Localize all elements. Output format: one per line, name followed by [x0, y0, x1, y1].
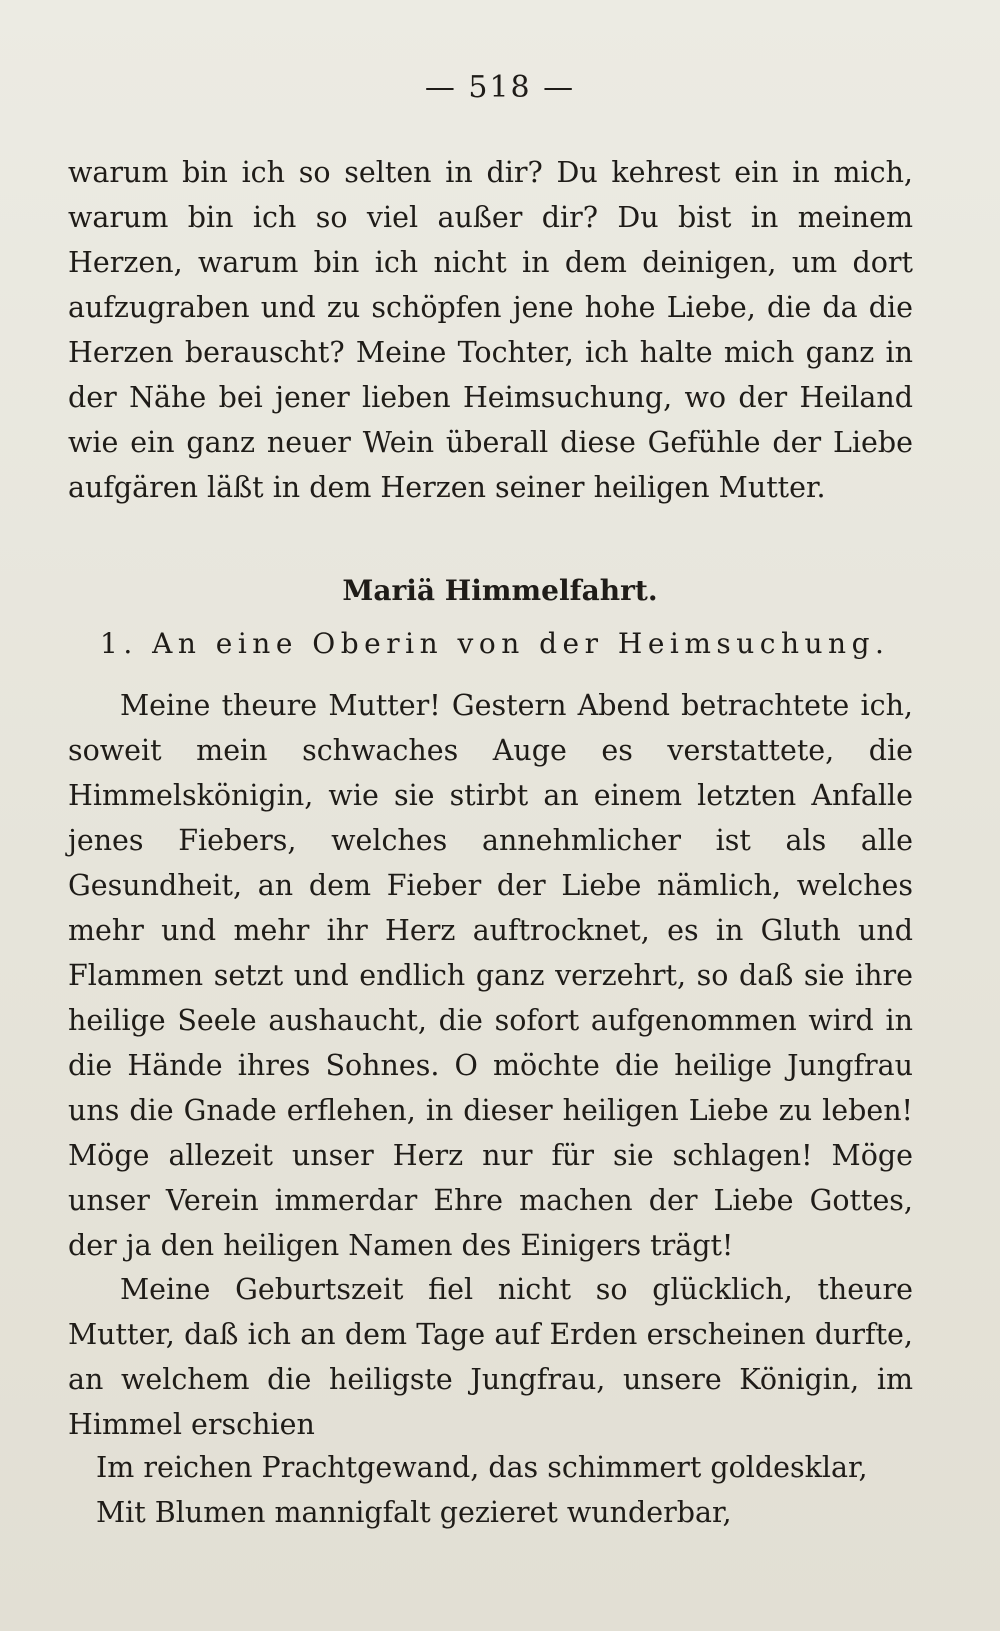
verse-line: Im reichen Prachtgewand, das schimmert goldesklar,	[96, 1451, 868, 1484]
page-number: — 518 —	[424, 70, 576, 105]
section-title: Mariä Himmelfahrt.	[342, 574, 658, 607]
verse-line: Mit Blumen mannigfalt gezieret wunderbar,	[96, 1496, 732, 1529]
letter-paragraph-2: Meine Geburtszeit fiel nicht so glücklich, theure Mutter, daß ich an dem Tage auf Erden erscheinen durfte, an welchem die heiligste Jungfrau, unsere Königin, im Himmel erschien	[68, 1273, 913, 1441]
letter-heading: 1. An eine Oberin von der Heimsuchung.	[100, 627, 890, 660]
paragraph-continuation: warum bin ich so selten in dir? Du kehrest ein in mich, warum bin ich so viel außer dir? Du bist in meinem Herzen, warum bin ich nicht in dem deinigen, um dort aufzugraben und zu schöpfen jene hohe Liebe, die da die Herzen berauscht? Meine Tochter, ich halte mich ganz in der Nähe bei jener lieben Heimsuchung, wo der Heiland wie ein ganz neuer Wein überall diese Gefühle der Liebe aufgären läßt in dem Herzen seiner heiligen Mutter.	[68, 156, 913, 504]
verse-block	[96, 1445, 896, 1535]
letter-paragraph-1: Meine theure Mutter! Gestern Abend betrachtete ich, soweit mein schwaches Auge es verstattete, die Himmelskönigin, wie sie stirbt an einem letzten Anfalle jenes Fiebers, welches annehmlicher ist als alle Gesundheit, an dem Fieber der Liebe nämlich, welches mehr und mehr ihr Herz auftrocknet, es in Gluth und Flammen setzt und endlich ganz verzehrt, so daß sie ihre heilige Seele aushaucht, die sofort aufgenommen wird in die Hände ihres Sohnes. O möchte die heilige Jungfrau uns die Gnade erflehen, in dieser heiligen Liebe zu leben! Möge allezeit unser Herz nur für sie schlagen! Möge unser Verein immerdar Ehre machen der Liebe Gottes, der ja den heiligen Namen des Einigers trägt!	[68, 689, 913, 1262]
